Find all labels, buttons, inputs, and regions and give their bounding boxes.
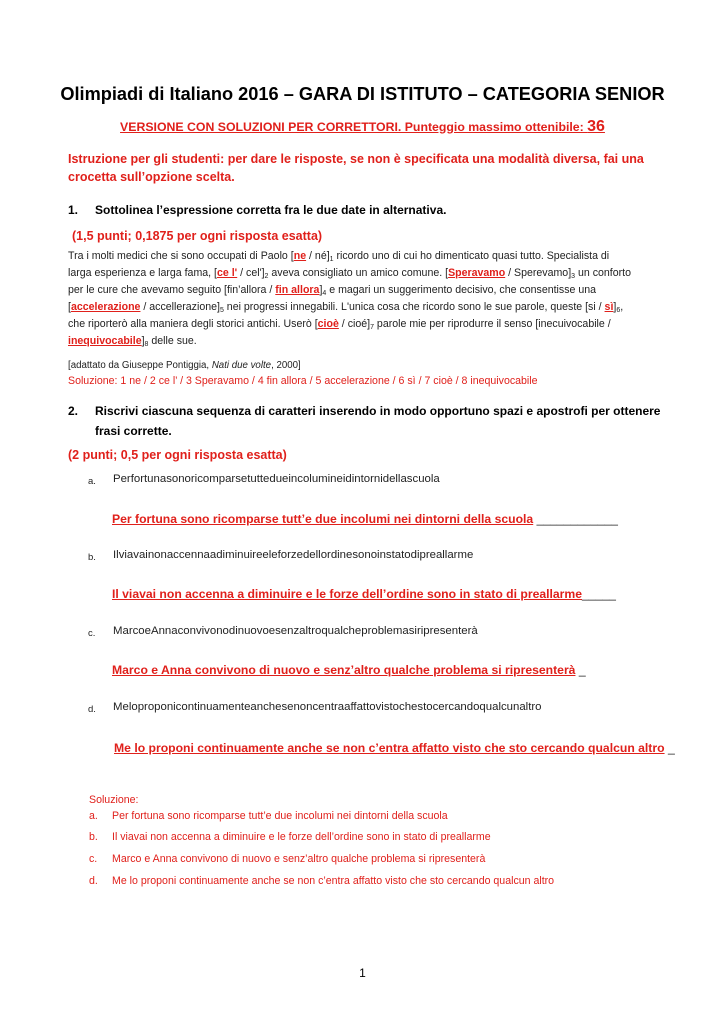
q1-number: 1.	[68, 203, 79, 217]
item-sequence: Meloproponicontinuamenteanchesenoncentraaffattovistochestocercandoqualcunaltro	[113, 701, 542, 713]
instructions-line-2: crocetta sull’opzione scelta.	[68, 170, 235, 184]
passage-text: che riporterò alla maniera degli storici antichi. Userò [	[68, 318, 318, 330]
gap-number: 6	[616, 307, 621, 314]
answer-4: fin allora	[275, 284, 320, 296]
passage-text: nei progressi innegabili. L'unica cosa che ricordo sono le sue parole, queste [si /	[223, 301, 605, 313]
source-title: Nati due volte	[211, 360, 272, 371]
answer-blank: _____	[582, 587, 616, 601]
page-title: Olimpiadi di Italiano 2016 – GARA DI ISTITUTO – CATEGORIA SENIOR	[60, 84, 665, 104]
q2-number: 2.	[68, 404, 79, 418]
q1-solution: Soluzione: 1 ne / 2 ce l’ / 3 Speravamo / 4 fin allora / 5 accelerazione / 6 sì / 7 cioè / 8 inequivocabile	[68, 375, 538, 387]
item-answer: Il viavai non accenna a diminuire e le forze dell’ordine sono in stato di preallarme	[112, 587, 583, 601]
passage-text: larga esperienza e larga fama, [	[68, 267, 217, 279]
answer-5: accelerazione	[70, 301, 141, 313]
gap-number: 3	[571, 273, 576, 280]
passage-text: / cel']	[237, 267, 265, 279]
passage-text: aveva consigliato un amico comune. [	[268, 267, 449, 279]
item-answer-row	[112, 510, 618, 528]
q2-points: (2 punti; 0,5 per ogni risposta esatta)	[68, 448, 287, 462]
solution-letter: b.	[89, 831, 98, 843]
answer-3: Speravamo	[448, 267, 506, 279]
instructions-line-1: Istruzione per gli studenti: per dare le risposte, se non è specificata una modalità diversa, fai una	[68, 152, 644, 166]
answer-8: inequivocabile	[68, 335, 142, 347]
item-answer: Marco e Anna convivono di nuovo e senz’altro qualche problema si ripresenterà	[112, 663, 576, 677]
gap-number: 1	[329, 256, 334, 263]
passage-text: / cioé]	[338, 318, 371, 330]
source-prefix: [adattato da Giuseppe Pontiggia,	[68, 360, 212, 371]
gap-number: 8	[144, 341, 149, 348]
item-answer-row	[112, 661, 586, 679]
max-score: 36	[587, 118, 605, 135]
q2-text-line-2: frasi corrette.	[95, 424, 172, 438]
item-sequence: MarcoeAnnaconvivonodinuovoesenzaltroqualcheproblemasiripresenterà	[113, 625, 478, 637]
page-number: 1	[359, 966, 366, 980]
gap-number: 7	[370, 324, 374, 331]
item-letter: c.	[88, 628, 96, 639]
item-letter: d.	[88, 704, 96, 715]
answer-1: ne	[293, 250, 307, 262]
answer-2: ce l'	[217, 267, 238, 279]
passage-text: per le cure che avevamo seguito [fin’allora /	[68, 284, 276, 296]
solution-letter: d.	[89, 875, 98, 887]
item-sequence: Ilviavainonaccennaadiminuireeleforzedellordinesonoinstatodipreallarme	[113, 549, 474, 561]
item-answer-row	[112, 585, 616, 603]
item-answer-row	[114, 739, 675, 757]
passage-text: ]	[319, 284, 323, 296]
passage-text: delle sue.	[148, 335, 197, 347]
item-letter: b.	[88, 552, 96, 563]
gap-number: 2	[264, 273, 269, 280]
passage-text: / né]	[306, 250, 330, 262]
answer-7: cioè	[317, 318, 339, 330]
passage-text: / accellerazione]	[140, 301, 220, 313]
gap-number: 4	[322, 290, 327, 297]
solution-text: Me lo proponi continuamente anche se non c’entra affatto visto che sto cercando qualcun altro	[112, 875, 555, 887]
item-sequence: Perfortunasonoricomparsetuttedueincolumineidintornidellascuola	[113, 473, 440, 485]
subtitle	[0, 118, 725, 136]
source-citation	[68, 360, 301, 371]
item-answer: Me lo proponi continuamente anche se non c’entra affatto visto che sto cercando qualcun altro	[114, 741, 665, 755]
solution-text: Per fortuna sono ricomparse tutt’e due incolumi nei dintorni della scuola	[112, 810, 448, 822]
solution-letter: c.	[89, 853, 98, 865]
source-suffix: , 2000]	[271, 360, 301, 371]
passage-text: ,	[620, 301, 624, 313]
passage-text: e magari un suggerimento decisivo, che consentisse una	[326, 284, 597, 296]
solution-letter: a.	[89, 810, 98, 822]
solution-text: Marco e Anna convivono di nuovo e senz’altro qualche problema si ripresenterà	[112, 853, 486, 865]
passage-text: ]	[141, 335, 145, 347]
gap-number: 5	[219, 307, 224, 314]
passage-text: Tra i molti medici che si sono occupati di Paolo [	[68, 250, 294, 262]
passage-text: ]	[613, 301, 617, 313]
answer-blank: _	[575, 663, 586, 677]
q1-points: (1,5 punti; 0,1875 per ogni risposta esatta)	[72, 229, 323, 243]
item-answer: Per fortuna sono ricomparse tutt’e due incolumi nei dintorni della scuola	[112, 512, 534, 526]
passage-text: / Sperevamo]	[505, 267, 572, 279]
subtitle-text: VERSIONE CON SOLUZIONI PER CORRETTORI. Punteggio massimo ottenibile:	[120, 120, 588, 134]
q1-text: Sottolinea l’espressione corretta fra le due date in alternativa.	[95, 203, 447, 217]
passage-text: parole mie per riprodurre il senso [inecuivocabile /	[373, 318, 611, 330]
q2-solution-heading: Soluzione:	[89, 794, 139, 806]
passage-text: [	[68, 301, 71, 313]
answer-6: sì	[604, 301, 614, 313]
q2-text-line-1: Riscrivi ciascuna sequenza di caratteri inserendo in modo opportuno spazi e apostrofi per ottenere	[95, 404, 661, 418]
passage-text: un conforto	[575, 267, 631, 279]
answer-blank: _	[664, 741, 675, 755]
item-letter: a.	[88, 476, 96, 487]
solution-text: Il viavai non accenna a diminuire e le forze dell’ordine sono in stato di preallarme	[112, 831, 491, 843]
answer-blank: ____________	[533, 512, 618, 526]
passage-line-6	[68, 333, 197, 353]
passage-text: ricordo uno di cui ho dimenticato quasi tutto. Specialista di	[333, 250, 610, 262]
